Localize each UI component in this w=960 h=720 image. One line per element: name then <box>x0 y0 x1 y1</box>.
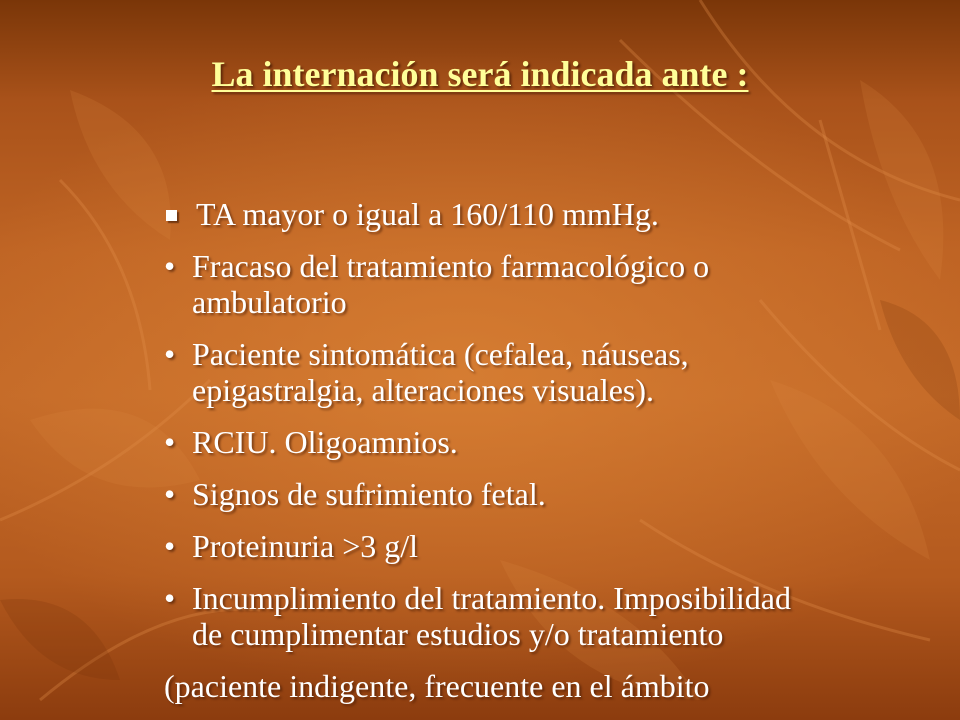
dot-bullet-icon: • <box>164 424 176 460</box>
list-item <box>164 476 804 512</box>
list-item-text: Paciente sintomática (cefalea, náuseas, epigastralgia, alteraciones visuales). <box>192 336 689 408</box>
bullet-list <box>164 196 804 720</box>
dot-bullet-icon: • <box>164 528 176 564</box>
trailing-paragraph: (paciente indigente, frecuente en el ámbito <box>164 668 710 704</box>
dot-bullet-icon: • <box>164 248 176 284</box>
square-bullet-icon <box>166 210 177 221</box>
list-item <box>164 196 804 232</box>
list-item <box>164 424 804 460</box>
dot-bullet-icon: • <box>164 476 176 512</box>
list-item-text: TA mayor o igual a 160/110 mmHg. <box>196 196 659 232</box>
list-item <box>164 248 804 320</box>
dot-bullet-icon: • <box>164 336 176 372</box>
list-item-text: Signos de sufrimiento fetal. <box>192 476 546 512</box>
dot-bullet-icon: • <box>164 580 176 616</box>
list-item <box>164 580 804 652</box>
list-item-text: RCIU. Oligoamnios. <box>192 424 458 460</box>
list-item-text: Fracaso del tratamiento farmacológico o ambulatorio <box>192 248 710 320</box>
list-item-text: Incumplimiento del tratamiento. Imposibilidad de cumplimentar estudios y/o tratamiento <box>192 580 791 652</box>
list-item <box>164 528 804 564</box>
list-item <box>164 336 804 408</box>
slide-title: La internación será indicada ante : <box>211 54 749 94</box>
list-item-text: Proteinuria >3 g/l <box>192 528 419 564</box>
